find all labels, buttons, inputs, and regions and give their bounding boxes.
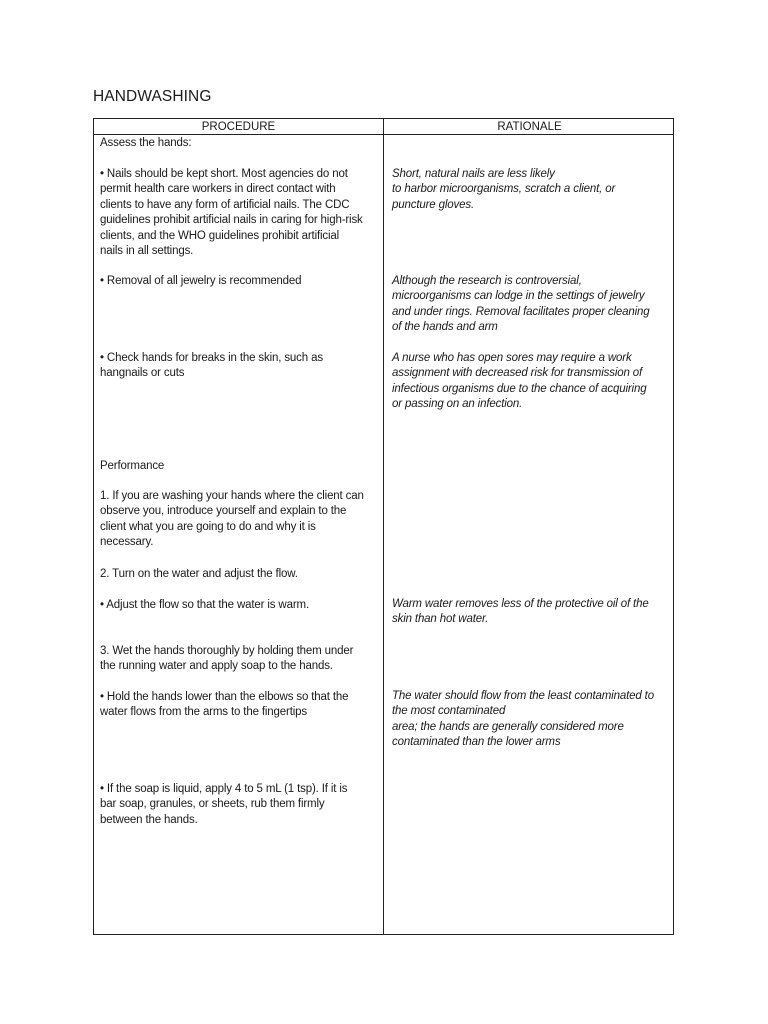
procedure-hands-lower: • Hold the hands lower than the elbows so that the water flows from the arms to the fingertips	[100, 691, 349, 719]
procedure-soap: • If the soap is liquid, apply 4 to 5 mL (1 tsp). If it is bar soap, granules, or sheets, rub them firmly between the hands.	[100, 783, 348, 826]
procedure-step-1: 1. If you are washing your hands where the client can observe you, introduce yourself and explain to the client what you are going to do and why it is necessary.	[100, 490, 364, 549]
procedure-assess-heading: Assess the hands:	[100, 137, 192, 149]
rationale-skin-check: A nurse who has open sores may require a work assignment with decreased risk for transmission of infectious organisms due to the chance of acquiring or passing on an infection.	[392, 352, 647, 411]
table-header-row	[94, 119, 673, 135]
rationale-nails: Short, natural nails are less likely to harbor microorganisms, scratch a client, or puncture gloves.	[392, 168, 616, 211]
header-procedure: PROCEDURE	[201, 121, 276, 133]
procedure-performance-heading: Performance	[100, 460, 165, 472]
rationale-hands-lower: The water should flow from the least contaminated to the most contaminated area; the hands are generally considered more contaminated than the lower arms	[392, 690, 654, 749]
procedure-table	[93, 118, 674, 935]
rationale-jewelry: Although the research is controversial, microorganisms can lodge in the settings of jewelry and under rings. Removal facilitates proper cleaning of the hands and arm	[392, 275, 650, 334]
procedure-warm-water: • Adjust the flow so that the water is warm.	[100, 599, 309, 611]
header-rationale: RATIONALE	[497, 121, 562, 133]
procedure-step-2: 2. Turn on the water and adjust the flow.	[100, 568, 298, 580]
procedure-jewelry: • Removal of all jewelry is recommended	[100, 275, 302, 287]
procedure-skin-check: • Check hands for breaks in the skin, such as hangnails or cuts	[100, 352, 323, 380]
rationale-warm-water: Warm water removes less of the protective oil of the skin than hot water.	[392, 598, 649, 626]
document-title: HANDWASHING	[93, 88, 212, 105]
column-divider	[383, 119, 384, 934]
procedure-step-3: 3. Wet the hands thoroughly by holding them under the running water and apply soap to the hands.	[100, 645, 354, 673]
procedure-nails: • Nails should be kept short. Most agencies do not permit health care workers in direct contact with clients to have any form of artificial nails. The CDC guidelines prohibit artificial nails in caring for high-risk clients, and the WHO guidelines prohibit artificial nails in all settings.	[100, 168, 363, 258]
